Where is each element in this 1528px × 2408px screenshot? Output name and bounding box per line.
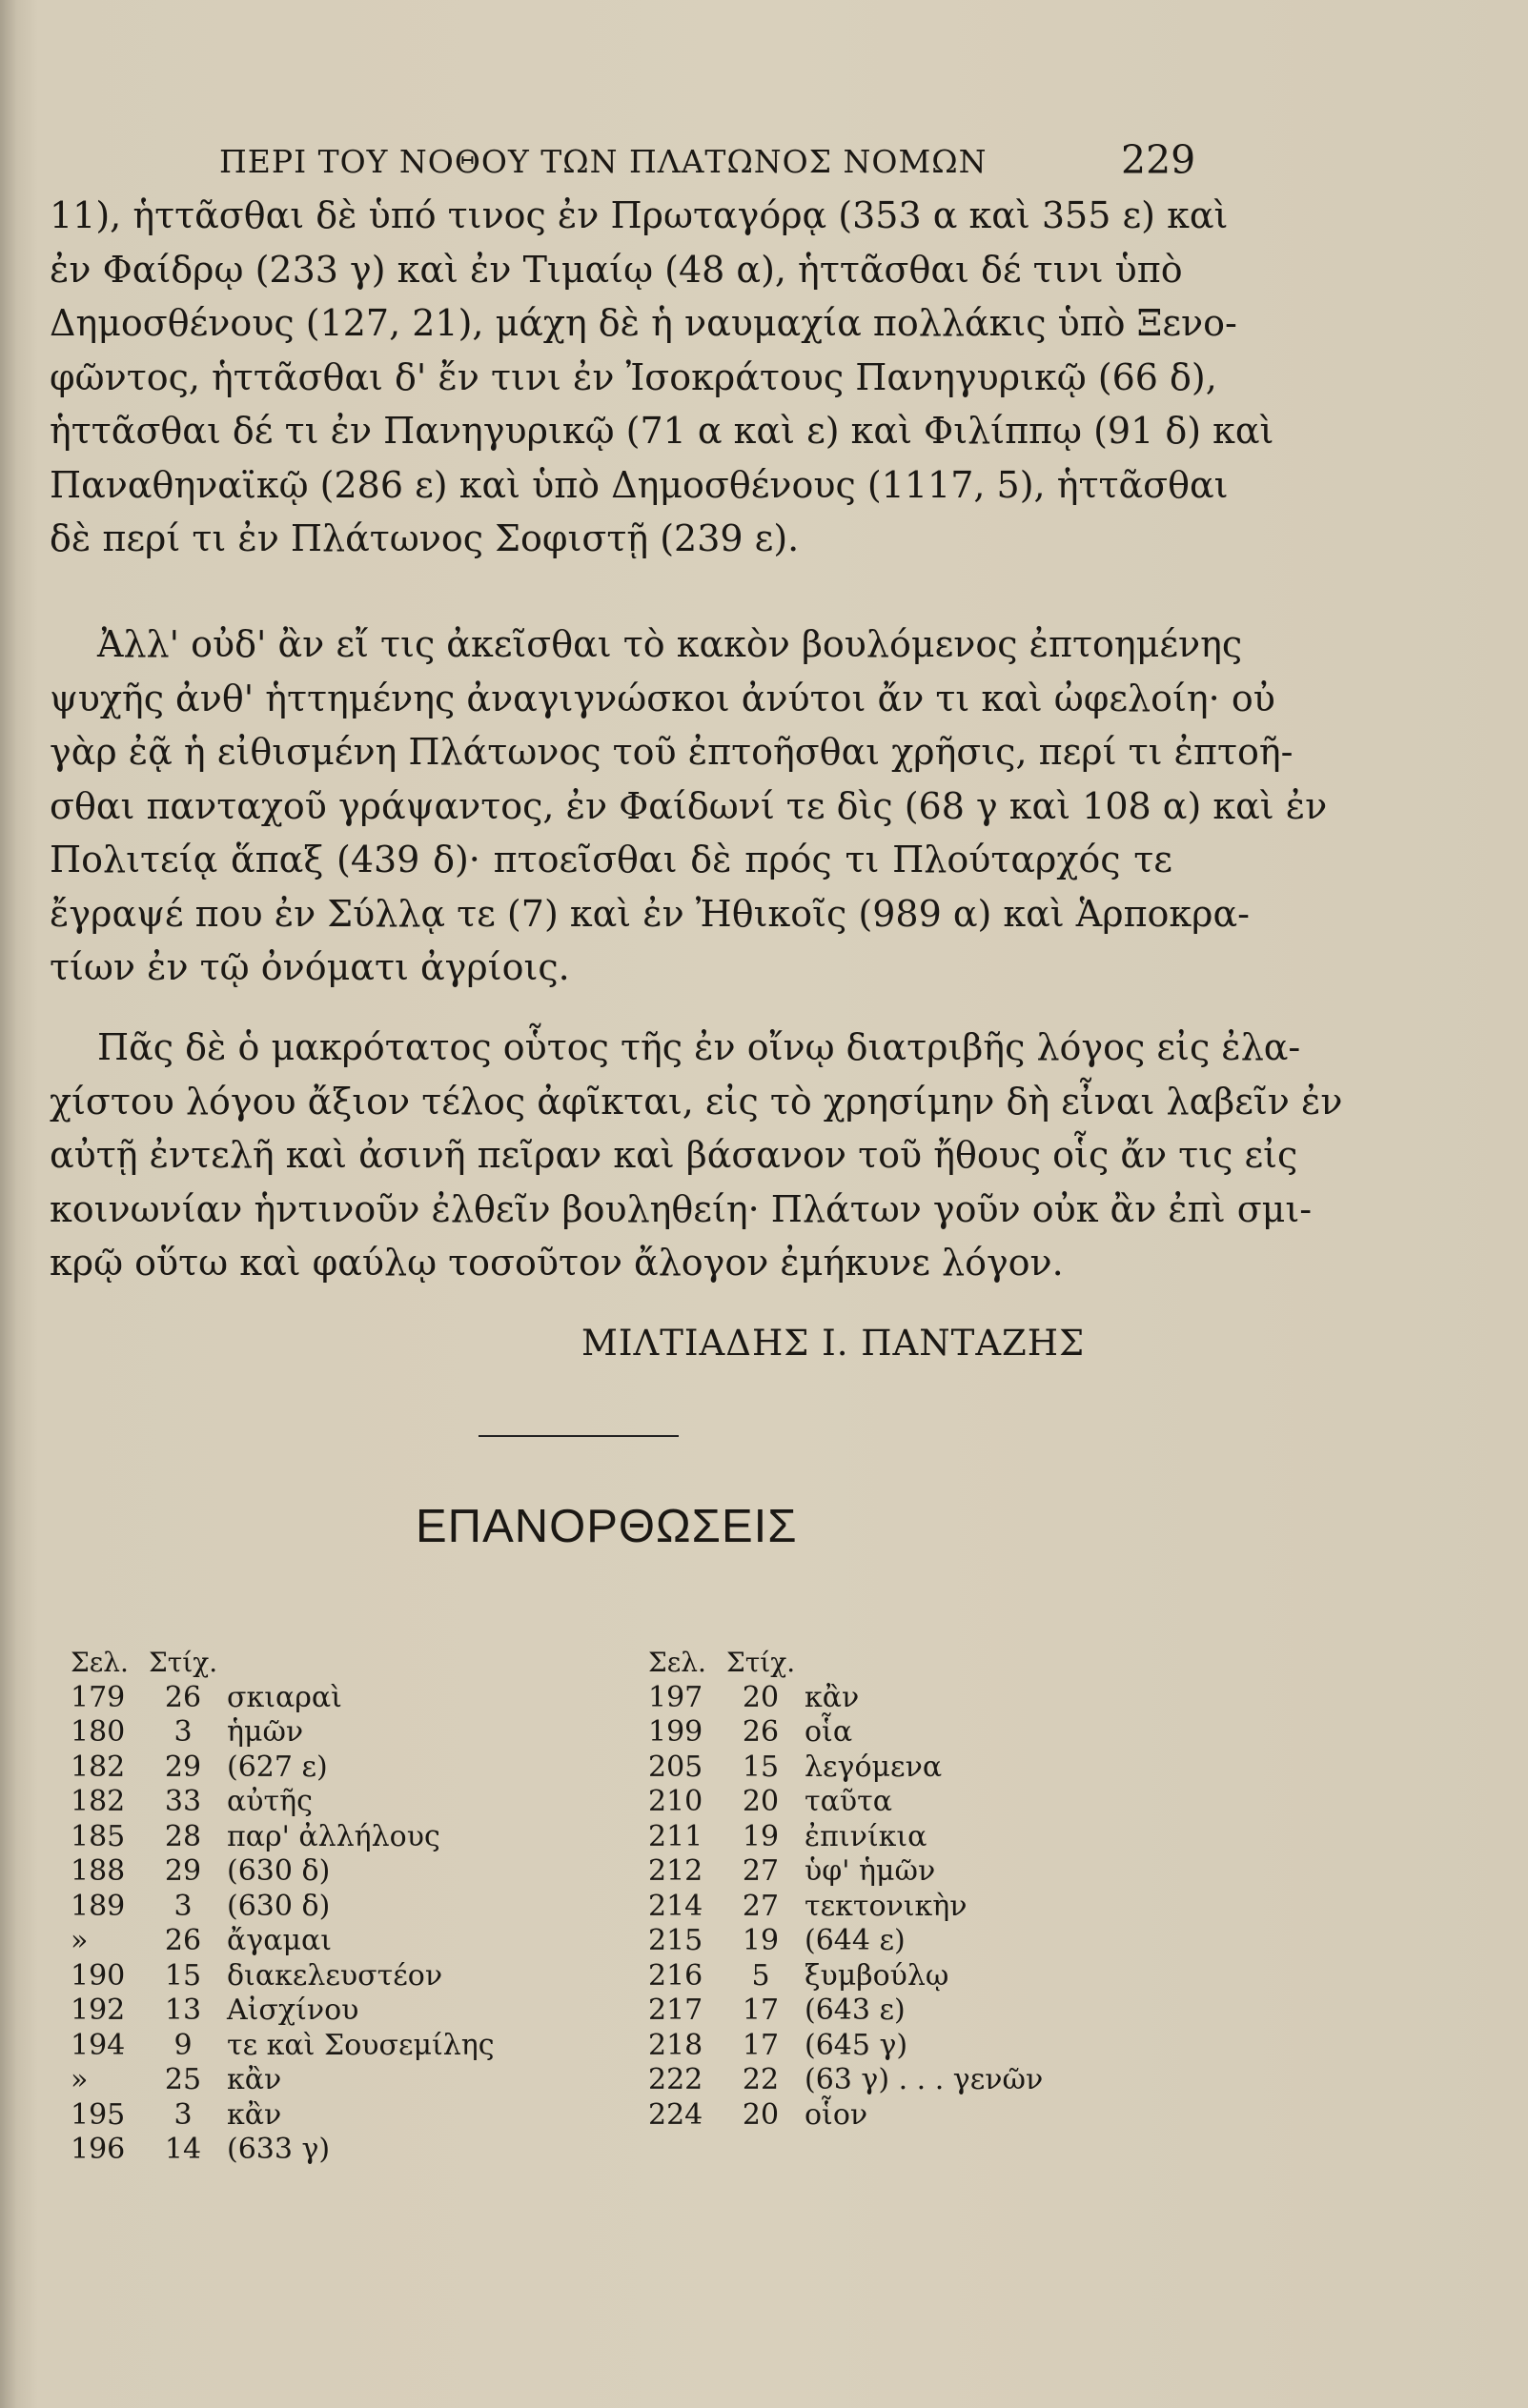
errata-line: 20 (742, 2097, 780, 2132)
errata-header-line: Στίχ. (726, 1647, 796, 1678)
errata-line: 22 (742, 2063, 780, 2096)
errata-page: 185 (71, 1819, 126, 1853)
errata-row (648, 1785, 1043, 1820)
section-divider (479, 1435, 679, 1437)
errata-line: 9 (173, 2028, 193, 2062)
errata-row (648, 1681, 1043, 1716)
errata-line: 3 (173, 2097, 193, 2132)
errata-page: 218 (648, 2028, 703, 2062)
errata-line: 15 (742, 1750, 780, 1784)
errata-correction: τε καὶ Σουσεμίλης (227, 2028, 495, 2062)
errata-line: 33 (164, 1785, 202, 1818)
errata-row (71, 1854, 495, 1890)
errata-page: 182 (71, 1785, 126, 1818)
errata-page: 222 (648, 2063, 703, 2096)
errata-line: 14 (164, 2133, 202, 2166)
errata-correction: ἄγαμαι (227, 1924, 332, 1957)
text-line: κρῷ οὕτω καὶ φαύλῳ τοσοῦτον ἄλογον ἐμήκυνε λόγον. (50, 1242, 1064, 1284)
errata-row (71, 2098, 495, 2134)
errata-title: ΕΠΑΝΟΡΘΩΣΕΙΣ (416, 1501, 798, 1552)
errata-header-row (71, 1646, 495, 1681)
text-line: τίων ἐν τῷ ὀνόματι ἀγρίοις. (50, 946, 570, 988)
errata-row (71, 1785, 495, 1820)
errata-row (648, 1993, 1043, 2029)
text-line: κοινωνίαν ἡντινοῦν ἐλθεῖν βουληθείη· Πλάτων γοῦν οὐκ ἂν ἐπὶ σμι- (50, 1187, 1313, 1230)
errata-row (71, 1820, 495, 1855)
page-number: 229 (1121, 137, 1196, 183)
errata-line: 20 (742, 1785, 780, 1818)
errata-page: 212 (648, 1854, 703, 1888)
errata-page: » (71, 1924, 89, 1957)
errata-correction: (644 ε) (805, 1924, 906, 1957)
errata-page: 179 (71, 1680, 126, 1714)
errata-page: 210 (648, 1785, 703, 1818)
errata-correction: κἂν (227, 2063, 282, 2096)
errata-line: 3 (173, 1715, 193, 1749)
errata-row (71, 1750, 495, 1786)
errata-header-page: Σελ. (71, 1647, 129, 1678)
errata-correction: σκιαραὶ (227, 1680, 342, 1714)
errata-page: 217 (648, 1993, 703, 2027)
errata-correction: οἷα (805, 1715, 853, 1749)
text-line: Δημοσθένους (127, 21), μάχη δὲ ἡ ναυμαχία πολλάκις ὑπὸ Ξενο- (50, 302, 1237, 344)
errata-correction: (630 δ) (227, 1854, 331, 1888)
errata-page: 190 (71, 1958, 126, 1993)
errata-row (71, 2029, 495, 2064)
errata-line: 28 (164, 1819, 202, 1853)
errata-row (71, 2133, 495, 2168)
errata-correction: παρ' ἀλλήλους (227, 1819, 440, 1853)
errata-line: 3 (173, 1889, 193, 1923)
errata-row (71, 1890, 495, 1925)
errata-correction: (645 γ) (805, 2028, 908, 2062)
text-line: Πᾶς δὲ ὁ μακρότατος οὗτος τῆς ἐν οἴνῳ διατριβῆς λόγος εἰς ἐλα- (97, 1026, 1301, 1068)
errata-page: 211 (648, 1819, 703, 1853)
errata-correction: ταῦτα (805, 1785, 892, 1818)
errata-correction: τεκτονικὴν (805, 1889, 968, 1923)
text-line: γὰρ ἐᾷ ἡ εἰθισμένη Πλάτωνος τοῦ ἐπτοῆσθαι χρῆσις, περί τι ἐπτοῆ- (50, 731, 1294, 773)
errata-column-left (71, 1646, 495, 2168)
errata-page: 224 (648, 2097, 703, 2132)
text-line: σθαι πανταχοῦ γράψαντος, ἐν Φαίδωνί τε δὶς (68 γ καὶ 108 α) καὶ ἐν (50, 784, 1328, 827)
paragraph-1 (50, 189, 1274, 566)
errata-row (648, 1854, 1043, 1890)
errata-row (648, 1924, 1043, 1959)
errata-row (648, 2029, 1043, 2064)
errata-row (648, 1715, 1043, 1750)
errata-row (648, 1959, 1043, 1994)
errata-correction: (63 γ) . . . γενῶν (805, 2063, 1044, 2096)
text-line: 11), ἡττᾶσθαι δὲ ὑπό τινος ἐν Πρωταγόρᾳ (353 α καὶ 355 ε) καὶ (50, 194, 1229, 236)
errata-line: 26 (164, 1680, 202, 1714)
errata-line: 29 (164, 1750, 202, 1784)
errata-line: 17 (742, 1993, 780, 2027)
errata-line: 17 (742, 2028, 780, 2062)
errata-page: 214 (648, 1889, 703, 1923)
author-signature: ΜΙΛΤΙΑΔΗΣ Ι. ΠΑΝΤΑΖΗΣ (581, 1323, 1086, 1364)
errata-correction: (633 γ) (227, 2133, 331, 2166)
errata-line: 25 (164, 2063, 202, 2096)
errata-correction: ξυμβούλῳ (805, 1958, 949, 1993)
errata-line: 19 (742, 1924, 780, 1957)
errata-line: 19 (742, 1819, 780, 1853)
errata-correction: Αἰσχίνου (227, 1993, 359, 2027)
errata-page: 182 (71, 1750, 126, 1784)
errata-correction: διακελευστέον (227, 1958, 443, 1993)
errata-page: 215 (648, 1924, 703, 1957)
errata-line: 26 (164, 1924, 202, 1957)
text-line: ἡττᾶσθαι δέ τι ἐν Πανηγυρικῷ (71 α καὶ ε) καὶ Φιλίππῳ (91 δ) καὶ (50, 410, 1274, 452)
text-line: Ἀλλ' οὐδ' ἂν εἴ τις ἀκεῖσθαι τὸ κακὸν βουλόμενος ἐπτοημένης (97, 623, 1243, 665)
errata-page: » (71, 2063, 89, 2096)
errata-correction: ἡμῶν (227, 1715, 304, 1749)
errata-page: 216 (648, 1958, 703, 1993)
errata-line: 13 (164, 1993, 202, 2027)
errata-page: 188 (71, 1854, 126, 1888)
paragraph-2 (50, 617, 1328, 995)
errata-correction: κἂν (805, 1680, 860, 1714)
errata-column-right (648, 1646, 1043, 2133)
errata-page: 194 (71, 2028, 126, 2062)
errata-page: 195 (71, 2097, 126, 2132)
errata-row (71, 1715, 495, 1750)
text-line: Πολιτείᾳ ἅπαξ (439 δ)· πτοεῖσθαι δὲ πρός τι Πλούταρχός τε (50, 839, 1172, 880)
errata-correction: αὐτῆς (227, 1785, 313, 1818)
errata-correction: (630 δ) (227, 1889, 331, 1923)
errata-correction: (627 ε) (227, 1750, 328, 1784)
errata-page: 196 (71, 2133, 126, 2166)
errata-correction: κἂν (227, 2097, 282, 2132)
errata-row (71, 1959, 495, 1994)
text-line: Παναθηναϊκῷ (286 ε) καὶ ὑπὸ Δημοσθένους (1117, 5), ἡττᾶσθαι (50, 463, 1229, 506)
running-title: ΠΕΡΙ ΤΟΥ ΝΟΘΟΥ ΤΩΝ ΠΛΑΤΩΝΟΣ ΝΟΜΩΝ (219, 143, 988, 180)
errata-page: 197 (648, 1680, 703, 1714)
errata-line: 27 (742, 1889, 780, 1923)
paragraph-3 (50, 1021, 1343, 1290)
errata-line: 20 (742, 1680, 780, 1714)
text-line: ψυχῆς ἀνθ' ἡττημένης ἀναγιγνώσκοι ἀνύτοι ἄν τι καὶ ὠφελοίη· οὐ (50, 677, 1275, 719)
errata-row (648, 1820, 1043, 1855)
errata-row (71, 1993, 495, 2029)
text-line: ἔγραψέ που ἐν Σύλλᾳ τε (7) καὶ ἐν Ἠθικοῖς (989 α) καὶ Ἁρποκρα- (50, 892, 1251, 935)
errata-header-line: Στίχ. (149, 1647, 218, 1678)
text-line: αὐτῇ ἐντελῆ καὶ ἀσινῆ πεῖραν καὶ βάσανον τοῦ ἤθους οἷς ἄν τις εἰς (50, 1134, 1298, 1176)
errata-line: 27 (742, 1854, 780, 1888)
errata-rows (648, 1681, 1043, 2134)
errata-line: 26 (742, 1715, 780, 1749)
errata-line: 5 (751, 1958, 770, 1993)
errata-row (71, 2063, 495, 2098)
errata-page: 199 (648, 1715, 703, 1749)
errata-row (648, 2063, 1043, 2098)
text-line: φῶντος, ἡττᾶσθαι δ' ἔν τινι ἐν Ἰσοκράτους Πανηγυρικῷ (66 δ), (50, 355, 1217, 398)
errata-line: 29 (164, 1854, 202, 1888)
text-line: χίστου λόγου ἄξιον τέλος ἀφῖκται, εἰς τὸ χρησίμην δὴ εἶναι λαβεῖν ἐν (50, 1080, 1343, 1123)
errata-row (71, 1681, 495, 1716)
text-line: ἐν Φαίδρῳ (233 γ) καὶ ἐν Τιμαίῳ (48 α), ἡττᾶσθαι δέ τινι ὑπὸ (50, 248, 1183, 291)
text-line: δὲ περί τι ἐν Πλάτωνος Σοφιστῇ (239 ε). (50, 517, 800, 559)
errata-correction: λεγόμενα (805, 1750, 943, 1784)
errata-page: 205 (648, 1750, 703, 1784)
errata-correction: (643 ε) (805, 1993, 906, 2027)
errata-row (71, 1924, 495, 1959)
errata-page: 192 (71, 1993, 126, 2027)
errata-correction: ἐπινίκια (805, 1819, 927, 1853)
errata-row (648, 1750, 1043, 1786)
errata-header-row (648, 1646, 1043, 1681)
errata-line: 15 (164, 1958, 202, 1993)
errata-rows (71, 1681, 495, 2168)
errata-row (648, 2098, 1043, 2134)
errata-row (648, 1890, 1043, 1925)
errata-header-page: Σελ. (648, 1647, 706, 1678)
errata-correction: ὑφ' ἡμῶν (805, 1854, 936, 1888)
errata-page: 189 (71, 1889, 126, 1923)
errata-page: 180 (71, 1715, 126, 1749)
errata-correction: οἷον (805, 2097, 868, 2132)
